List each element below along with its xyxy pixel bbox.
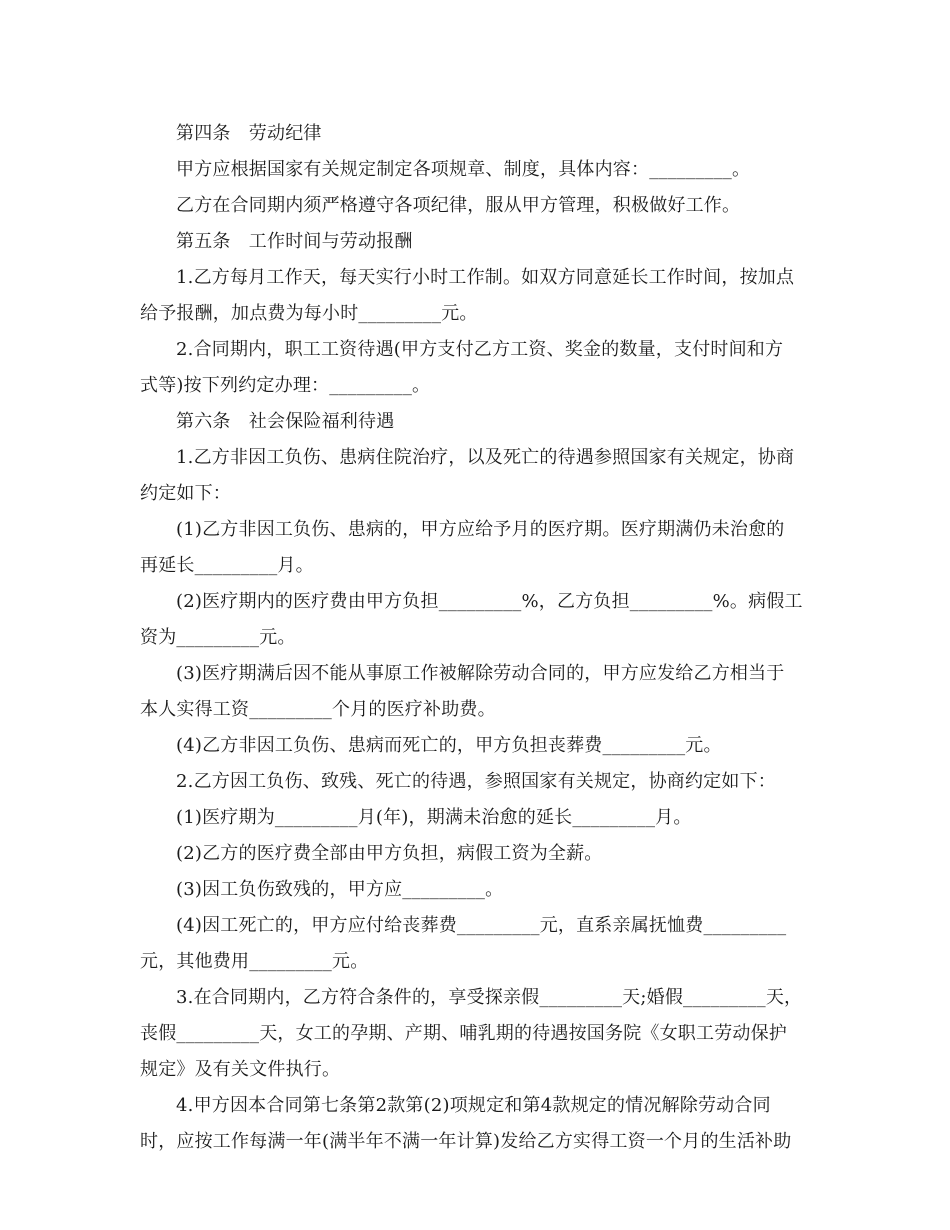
- paragraph-line: (1)乙方非因工负伤、患病的，甲方应给予月的医疗期。医疗期满仍未治愈的: [176, 519, 785, 540]
- article-6-heading: 第六条 社会保险福利待遇: [176, 411, 395, 432]
- paragraph-line: 元，其他费用_________元。: [140, 951, 369, 972]
- paragraph-line: (4)因工死亡的，甲方应付给丧葬费_________元，直系亲属抚恤费_________: [176, 915, 787, 936]
- paragraph-line: (2)医疗期内的医疗费由甲方负担_________%，乙方负担_________%。病假工: [176, 591, 803, 612]
- paragraph-line: 本人实得工资_________个月的医疗补助费。: [140, 699, 496, 720]
- paragraph-line: 规定》及有关文件执行。: [140, 1059, 341, 1080]
- paragraph-line: 时，应按工作每满一年(满半年不满一年计算)发给乙方实得工资一个月的生活补助: [140, 1131, 792, 1152]
- paragraph-line: 给予报酬，加点费为每小时_________元。: [140, 303, 478, 324]
- paragraph-line: (3)医疗期满后因不能从事原工作被解除劳动合同的，甲方应发给乙方相当于: [176, 663, 785, 684]
- paragraph-line: 甲方应根据国家有关规定制定各项规章、制度，具体内容：_________。: [176, 159, 751, 180]
- paragraph-line: 4.甲方因本合同第七条第2款第(2)项规定和第4款规定的情况解除劳动合同: [176, 1095, 771, 1116]
- paragraph-line: 1.乙方每月工作天，每天实行小时工作制。如双方同意延长工作时间，按加点: [176, 267, 795, 288]
- paragraph-line: (2)乙方的医疗费全部由甲方负担，病假工资为全薪。: [176, 843, 603, 864]
- paragraph-line: 资为_________元。: [140, 627, 296, 648]
- paragraph-line: 1.乙方非因工负伤、患病住院治疗，以及死亡的待遇参照国家有关规定，协商: [176, 447, 795, 468]
- paragraph-line: 再延长_________月。: [140, 555, 314, 576]
- paragraph-line: 2.合同期内，职工工资待遇(甲方支付乙方工资、奖金的数量，支付时间和方: [176, 339, 784, 360]
- paragraph-line: 2.乙方因工负伤、致残、死亡的待遇，参照国家有关规定，协商约定如下：: [176, 771, 776, 792]
- paragraph-line: 乙方在合同期内须严格遵守各项纪律，服从甲方管理，积极做好工作。: [176, 195, 741, 216]
- paragraph-line: 约定如下：: [140, 483, 231, 504]
- paragraph-line: 丧假_________天，女工的孕期、产期、哺乳期的待遇按国务院《女职工劳动保护: [140, 1023, 787, 1044]
- paragraph-line: (3)因工负伤致残的，甲方应_________。: [176, 879, 504, 900]
- paragraph-line: (1)医疗期为_________月(年)，期满未治愈的延长_________月。: [176, 807, 692, 828]
- paragraph-line: 式等)按下列约定办理：_________。: [140, 375, 431, 396]
- article-4-heading: 第四条 劳动纪律: [176, 123, 322, 144]
- paragraph-line: 3.在合同期内，乙方符合条件的，享受探亲假_________天;婚假_________天，: [176, 987, 803, 1008]
- paragraph-line: (4)乙方非因工负伤、患病而死亡的，甲方负担丧葬费_________元。: [176, 735, 722, 756]
- document-body: [140, 116, 815, 1160]
- article-5-heading: 第五条 工作时间与劳动报酬: [176, 231, 413, 252]
